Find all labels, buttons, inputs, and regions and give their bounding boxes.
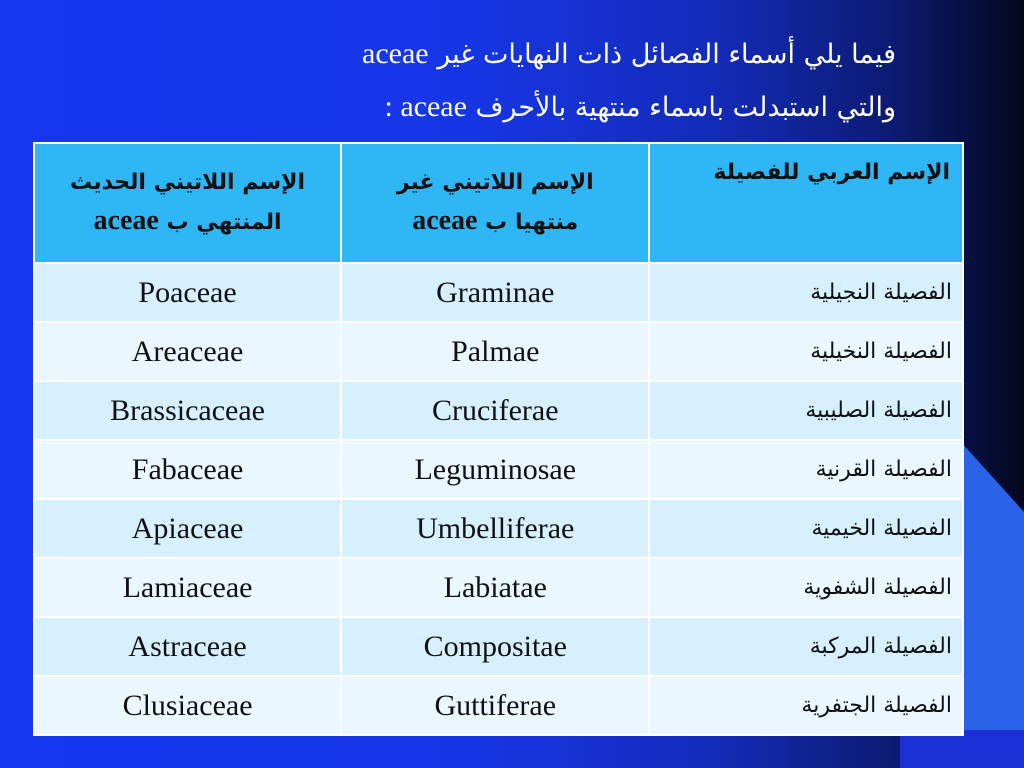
table-row	[34, 440, 963, 499]
table-row	[34, 381, 963, 440]
cell-old-latin: Graminae	[341, 263, 649, 322]
cell-old-latin: Umbelliferae	[341, 499, 649, 558]
cell-arabic-name: الفصيلة الشفوية	[649, 558, 963, 617]
cell-arabic-name: الفصيلة الجتفرية	[649, 676, 963, 735]
cell-old-latin: Labiatae	[341, 558, 649, 617]
title-line-1-arabic: فيما يلي أسماء الفصائل ذات النهايات غير	[428, 39, 896, 70]
header-old-latin-line2-ar: منتهيا ب	[485, 210, 579, 235]
table-row	[34, 558, 963, 617]
cell-new-latin: Apiaceae	[34, 499, 341, 558]
table-row	[34, 499, 963, 558]
table-row	[34, 676, 963, 735]
header-new-latin-line2-lat: aceae	[93, 205, 159, 236]
cell-arabic-name: الفصيلة المركبة	[649, 617, 963, 676]
header-new-latin-name	[34, 143, 341, 263]
title-line-2-colon: :	[384, 90, 401, 123]
cell-arabic-name: الفصيلة النخيلية	[649, 322, 963, 381]
cell-arabic-name: الفصيلة النجيلية	[649, 263, 963, 322]
header-old-latin-line1: الإسم اللاتيني غير	[396, 170, 594, 195]
cell-new-latin: Lamiaceae	[34, 558, 341, 617]
cell-new-latin: Brassicaceae	[34, 381, 341, 440]
cell-old-latin: Palmae	[341, 322, 649, 381]
table-row	[34, 617, 963, 676]
header-arabic-name-text: الإسم العربي للفصيلة	[713, 160, 950, 185]
cell-old-latin: Leguminosae	[341, 440, 649, 499]
cell-arabic-name: الفصيلة الخيمية	[649, 499, 963, 558]
title-line-2	[116, 81, 896, 134]
families-table	[33, 142, 964, 736]
cell-new-latin: Clusiaceae	[34, 676, 341, 735]
table-row	[34, 263, 963, 322]
title-line-1	[116, 28, 896, 81]
slide-title	[116, 28, 896, 134]
title-line-2-latin: aceae	[400, 90, 467, 123]
header-new-latin-line1: الإسم اللاتيني الحديث	[70, 170, 306, 195]
header-new-latin-line2	[35, 202, 340, 242]
table-row	[34, 322, 963, 381]
cell-arabic-name: الفصيلة الصليبية	[649, 381, 963, 440]
cell-old-latin: Compositae	[341, 617, 649, 676]
cell-old-latin: Cruciferae	[341, 381, 649, 440]
header-old-latin-name	[341, 143, 649, 263]
header-new-latin-line2-ar: المنتهي ب	[166, 210, 282, 235]
header-old-latin-line2	[342, 202, 648, 242]
cell-old-latin: Guttiferae	[341, 676, 649, 735]
cell-new-latin: Astraceae	[34, 617, 341, 676]
cell-new-latin: Areaceae	[34, 322, 341, 381]
cell-new-latin: Poaceae	[34, 263, 341, 322]
cell-new-latin: Fabaceae	[34, 440, 341, 499]
header-arabic-name	[649, 143, 963, 263]
table-header-row	[34, 143, 963, 263]
header-old-latin-line2-lat: aceae	[412, 205, 478, 236]
cell-arabic-name: الفصيلة القرنية	[649, 440, 963, 499]
title-line-2-arabic: والتي استبدلت باسماء منتهية بالأحرف	[466, 92, 896, 123]
title-line-1-latin: aceae	[362, 37, 429, 70]
